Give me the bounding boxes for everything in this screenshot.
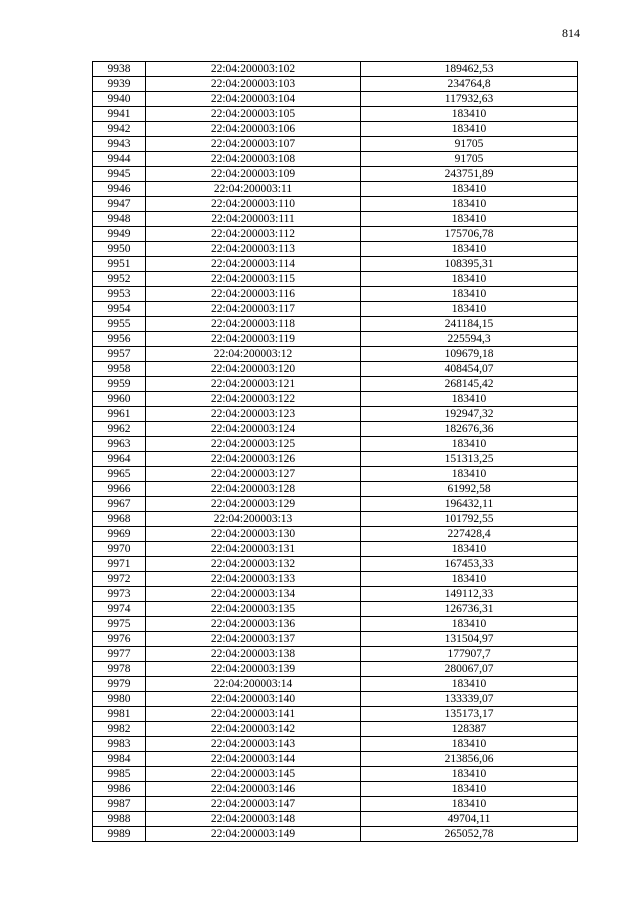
cadastral-value-cell: 133339,07: [361, 692, 578, 707]
row-number-cell: 9984: [93, 752, 146, 767]
cadastral-value-cell: 49704,11: [361, 812, 578, 827]
cadastral-value-cell: 192947,32: [361, 407, 578, 422]
table-row: [93, 302, 578, 317]
cadastral-value-cell: 183410: [361, 242, 578, 257]
table-body: [93, 62, 578, 842]
row-number-cell: 9938: [93, 62, 146, 77]
cadastral-number-cell: 22:04:200003:143: [146, 737, 361, 752]
cadastral-value-cell: 183410: [361, 287, 578, 302]
table-row: [93, 272, 578, 287]
cadastral-value-cell: 91705: [361, 137, 578, 152]
table-row: [93, 107, 578, 122]
table-row: [93, 512, 578, 527]
row-number-cell: 9981: [93, 707, 146, 722]
page-number: 814: [562, 26, 580, 40]
row-number-cell: 9983: [93, 737, 146, 752]
cadastral-number-cell: 22:04:200003:111: [146, 212, 361, 227]
cadastral-value-cell: 117932,63: [361, 92, 578, 107]
table-row: [93, 557, 578, 572]
cadastral-number-cell: 22:04:200003:110: [146, 197, 361, 212]
row-number-cell: 9959: [93, 377, 146, 392]
cadastral-value-cell: 280067,07: [361, 662, 578, 677]
cadastral-value-cell: 183410: [361, 197, 578, 212]
cadastral-number-cell: 22:04:200003:140: [146, 692, 361, 707]
table-row: [93, 182, 578, 197]
row-number-cell: 9943: [93, 137, 146, 152]
row-number-cell: 9940: [93, 92, 146, 107]
row-number-cell: 9953: [93, 287, 146, 302]
cadastral-number-cell: 22:04:200003:12: [146, 347, 361, 362]
cadastral-value-cell: 108395,31: [361, 257, 578, 272]
table-row: [93, 77, 578, 92]
cadastral-number-cell: 22:04:200003:149: [146, 827, 361, 842]
cadastral-value-cell: 183410: [361, 212, 578, 227]
cadastral-number-cell: 22:04:200003:120: [146, 362, 361, 377]
table-row: [93, 317, 578, 332]
row-number-cell: 9964: [93, 452, 146, 467]
row-number-cell: 9979: [93, 677, 146, 692]
cadastral-value-cell: 183410: [361, 107, 578, 122]
cadastral-number-cell: 22:04:200003:114: [146, 257, 361, 272]
cadastral-number-cell: 22:04:200003:108: [146, 152, 361, 167]
cadastral-number-cell: 22:04:200003:116: [146, 287, 361, 302]
table-row: [93, 647, 578, 662]
row-number-cell: 9978: [93, 662, 146, 677]
row-number-cell: 9956: [93, 332, 146, 347]
row-number-cell: 9985: [93, 767, 146, 782]
cadastral-number-cell: 22:04:200003:104: [146, 92, 361, 107]
table-row: [93, 542, 578, 557]
table-row: [93, 737, 578, 752]
table-row: [93, 92, 578, 107]
table-row: [93, 572, 578, 587]
table-row: [93, 527, 578, 542]
table-row: [93, 452, 578, 467]
table-row: [93, 602, 578, 617]
cadastral-value-cell: 183410: [361, 797, 578, 812]
cadastral-number-cell: 22:04:200003:131: [146, 542, 361, 557]
cadastral-number-cell: 22:04:200003:102: [146, 62, 361, 77]
row-number-cell: 9967: [93, 497, 146, 512]
cadastral-value-cell: 183410: [361, 617, 578, 632]
row-number-cell: 9965: [93, 467, 146, 482]
cadastral-number-cell: 22:04:200003:109: [146, 167, 361, 182]
row-number-cell: 9958: [93, 362, 146, 377]
table-row: [93, 752, 578, 767]
cadastral-value-cell: 189462,53: [361, 62, 578, 77]
table-row: [93, 152, 578, 167]
cadastral-number-cell: 22:04:200003:123: [146, 407, 361, 422]
cadastral-value-cell: 268145,42: [361, 377, 578, 392]
cadastral-number-cell: 22:04:200003:126: [146, 452, 361, 467]
cadastral-number-cell: 22:04:200003:106: [146, 122, 361, 137]
table-row: [93, 287, 578, 302]
row-number-cell: 9987: [93, 797, 146, 812]
cadastral-number-cell: 22:04:200003:133: [146, 572, 361, 587]
cadastral-value-cell: 149112,33: [361, 587, 578, 602]
table-row: [93, 422, 578, 437]
cadastral-value-cell: 183410: [361, 182, 578, 197]
table-row: [93, 767, 578, 782]
row-number-cell: 9952: [93, 272, 146, 287]
row-number-cell: 9951: [93, 257, 146, 272]
cadastral-value-cell: 241184,15: [361, 317, 578, 332]
cadastral-number-cell: 22:04:200003:121: [146, 377, 361, 392]
table-row: [93, 617, 578, 632]
table-row: [93, 362, 578, 377]
cadastral-number-cell: 22:04:200003:129: [146, 497, 361, 512]
row-number-cell: 9961: [93, 407, 146, 422]
cadastral-value-cell: 183410: [361, 392, 578, 407]
cadastral-number-cell: 22:04:200003:117: [146, 302, 361, 317]
cadastral-value-cell: 109679,18: [361, 347, 578, 362]
row-number-cell: 9968: [93, 512, 146, 527]
cadastral-value-cell: 243751,89: [361, 167, 578, 182]
cadastral-number-cell: 22:04:200003:14: [146, 677, 361, 692]
cadastral-value-cell: 225594,3: [361, 332, 578, 347]
cadastral-value-cell: 177907,7: [361, 647, 578, 662]
row-number-cell: 9949: [93, 227, 146, 242]
table-row: [93, 677, 578, 692]
cadastral-value-cell: 183410: [361, 737, 578, 752]
cadastral-number-cell: 22:04:200003:115: [146, 272, 361, 287]
cadastral-number-cell: 22:04:200003:138: [146, 647, 361, 662]
table-row: [93, 257, 578, 272]
cadastral-value-cell: 128387: [361, 722, 578, 737]
cadastral-number-cell: 22:04:200003:125: [146, 437, 361, 452]
table-row: [93, 827, 578, 842]
row-number-cell: 9989: [93, 827, 146, 842]
cadastral-number-cell: 22:04:200003:137: [146, 632, 361, 647]
table-row: [93, 212, 578, 227]
cadastral-number-cell: 22:04:200003:146: [146, 782, 361, 797]
cadastral-number-cell: 22:04:200003:127: [146, 467, 361, 482]
table-row: [93, 227, 578, 242]
row-number-cell: 9955: [93, 317, 146, 332]
table-row: [93, 332, 578, 347]
cadastral-value-cell: 408454,07: [361, 362, 578, 377]
row-number-cell: 9962: [93, 422, 146, 437]
cadastral-number-cell: 22:04:200003:130: [146, 527, 361, 542]
cadastral-number-cell: 22:04:200003:128: [146, 482, 361, 497]
row-number-cell: 9948: [93, 212, 146, 227]
row-number-cell: 9963: [93, 437, 146, 452]
row-number-cell: 9957: [93, 347, 146, 362]
cadastral-value-table: [92, 61, 578, 842]
cadastral-number-cell: 22:04:200003:11: [146, 182, 361, 197]
cadastral-value-cell: 183410: [361, 302, 578, 317]
cadastral-value-cell: 183410: [361, 542, 578, 557]
table-row: [93, 122, 578, 137]
cadastral-value-cell: 151313,25: [361, 452, 578, 467]
row-number-cell: 9969: [93, 527, 146, 542]
row-number-cell: 9944: [93, 152, 146, 167]
cadastral-number-cell: 22:04:200003:132: [146, 557, 361, 572]
table-row: [93, 482, 578, 497]
table-row: [93, 707, 578, 722]
cadastral-value-cell: 265052,78: [361, 827, 578, 842]
row-number-cell: 9960: [93, 392, 146, 407]
table-row: [93, 692, 578, 707]
row-number-cell: 9946: [93, 182, 146, 197]
cadastral-number-cell: 22:04:200003:141: [146, 707, 361, 722]
cadastral-number-cell: 22:04:200003:148: [146, 812, 361, 827]
cadastral-number-cell: 22:04:200003:147: [146, 797, 361, 812]
cadastral-value-cell: 183410: [361, 572, 578, 587]
cadastral-value-cell: 101792,55: [361, 512, 578, 527]
cadastral-value-cell: 196432,11: [361, 497, 578, 512]
table-row: [93, 797, 578, 812]
row-number-cell: 9976: [93, 632, 146, 647]
table-row: [93, 437, 578, 452]
cadastral-number-cell: 22:04:200003:107: [146, 137, 361, 152]
row-number-cell: 9950: [93, 242, 146, 257]
cadastral-number-cell: 22:04:200003:124: [146, 422, 361, 437]
cadastral-value-cell: 183410: [361, 782, 578, 797]
table-row: [93, 662, 578, 677]
row-number-cell: 9973: [93, 587, 146, 602]
cadastral-number-cell: 22:04:200003:139: [146, 662, 361, 677]
cadastral-value-cell: 61992,58: [361, 482, 578, 497]
row-number-cell: 9986: [93, 782, 146, 797]
cadastral-value-cell: 135173,17: [361, 707, 578, 722]
cadastral-value-cell: 183410: [361, 272, 578, 287]
row-number-cell: 9945: [93, 167, 146, 182]
cadastral-value-cell: 183410: [361, 467, 578, 482]
cadastral-number-cell: 22:04:200003:122: [146, 392, 361, 407]
cadastral-value-cell: 91705: [361, 152, 578, 167]
cadastral-number-cell: 22:04:200003:144: [146, 752, 361, 767]
cadastral-number-cell: 22:04:200003:103: [146, 77, 361, 92]
row-number-cell: 9982: [93, 722, 146, 737]
table-row: [93, 392, 578, 407]
row-number-cell: 9939: [93, 77, 146, 92]
cadastral-number-cell: 22:04:200003:145: [146, 767, 361, 782]
cadastral-number-cell: 22:04:200003:142: [146, 722, 361, 737]
cadastral-value-cell: 182676,36: [361, 422, 578, 437]
table-row: [93, 197, 578, 212]
row-number-cell: 9977: [93, 647, 146, 662]
cadastral-value-cell: 131504,97: [361, 632, 578, 647]
cadastral-value-cell: 183410: [361, 677, 578, 692]
table-row: [93, 242, 578, 257]
row-number-cell: 9972: [93, 572, 146, 587]
cadastral-number-cell: 22:04:200003:105: [146, 107, 361, 122]
table-row: [93, 497, 578, 512]
table-row: [93, 467, 578, 482]
row-number-cell: 9947: [93, 197, 146, 212]
row-number-cell: 9942: [93, 122, 146, 137]
table-row: [93, 587, 578, 602]
table-row: [93, 782, 578, 797]
row-number-cell: 9975: [93, 617, 146, 632]
table-row: [93, 377, 578, 392]
cadastral-number-cell: 22:04:200003:136: [146, 617, 361, 632]
row-number-cell: 9980: [93, 692, 146, 707]
cadastral-value-cell: 167453,33: [361, 557, 578, 572]
cadastral-value-cell: 213856,06: [361, 752, 578, 767]
cadastral-value-cell: 126736,31: [361, 602, 578, 617]
cadastral-value-cell: 183410: [361, 437, 578, 452]
row-number-cell: 9974: [93, 602, 146, 617]
cadastral-number-cell: 22:04:200003:135: [146, 602, 361, 617]
row-number-cell: 9941: [93, 107, 146, 122]
cadastral-number-cell: 22:04:200003:134: [146, 587, 361, 602]
table-row: [93, 137, 578, 152]
cadastral-number-cell: 22:04:200003:119: [146, 332, 361, 347]
row-number-cell: 9971: [93, 557, 146, 572]
cadastral-number-cell: 22:04:200003:13: [146, 512, 361, 527]
cadastral-value-cell: 183410: [361, 122, 578, 137]
cadastral-number-cell: 22:04:200003:118: [146, 317, 361, 332]
cadastral-number-cell: 22:04:200003:113: [146, 242, 361, 257]
row-number-cell: 9966: [93, 482, 146, 497]
row-number-cell: 9970: [93, 542, 146, 557]
cadastral-value-cell: 227428,4: [361, 527, 578, 542]
cadastral-value-cell: 183410: [361, 767, 578, 782]
cadastral-value-cell: 175706,78: [361, 227, 578, 242]
table-row: [93, 62, 578, 77]
cadastral-value-cell: 234764,8: [361, 77, 578, 92]
row-number-cell: 9988: [93, 812, 146, 827]
table-row: [93, 407, 578, 422]
table-row: [93, 632, 578, 647]
table-row: [93, 347, 578, 362]
table-row: [93, 167, 578, 182]
table-row: [93, 722, 578, 737]
row-number-cell: 9954: [93, 302, 146, 317]
cadastral-number-cell: 22:04:200003:112: [146, 227, 361, 242]
table-row: [93, 812, 578, 827]
